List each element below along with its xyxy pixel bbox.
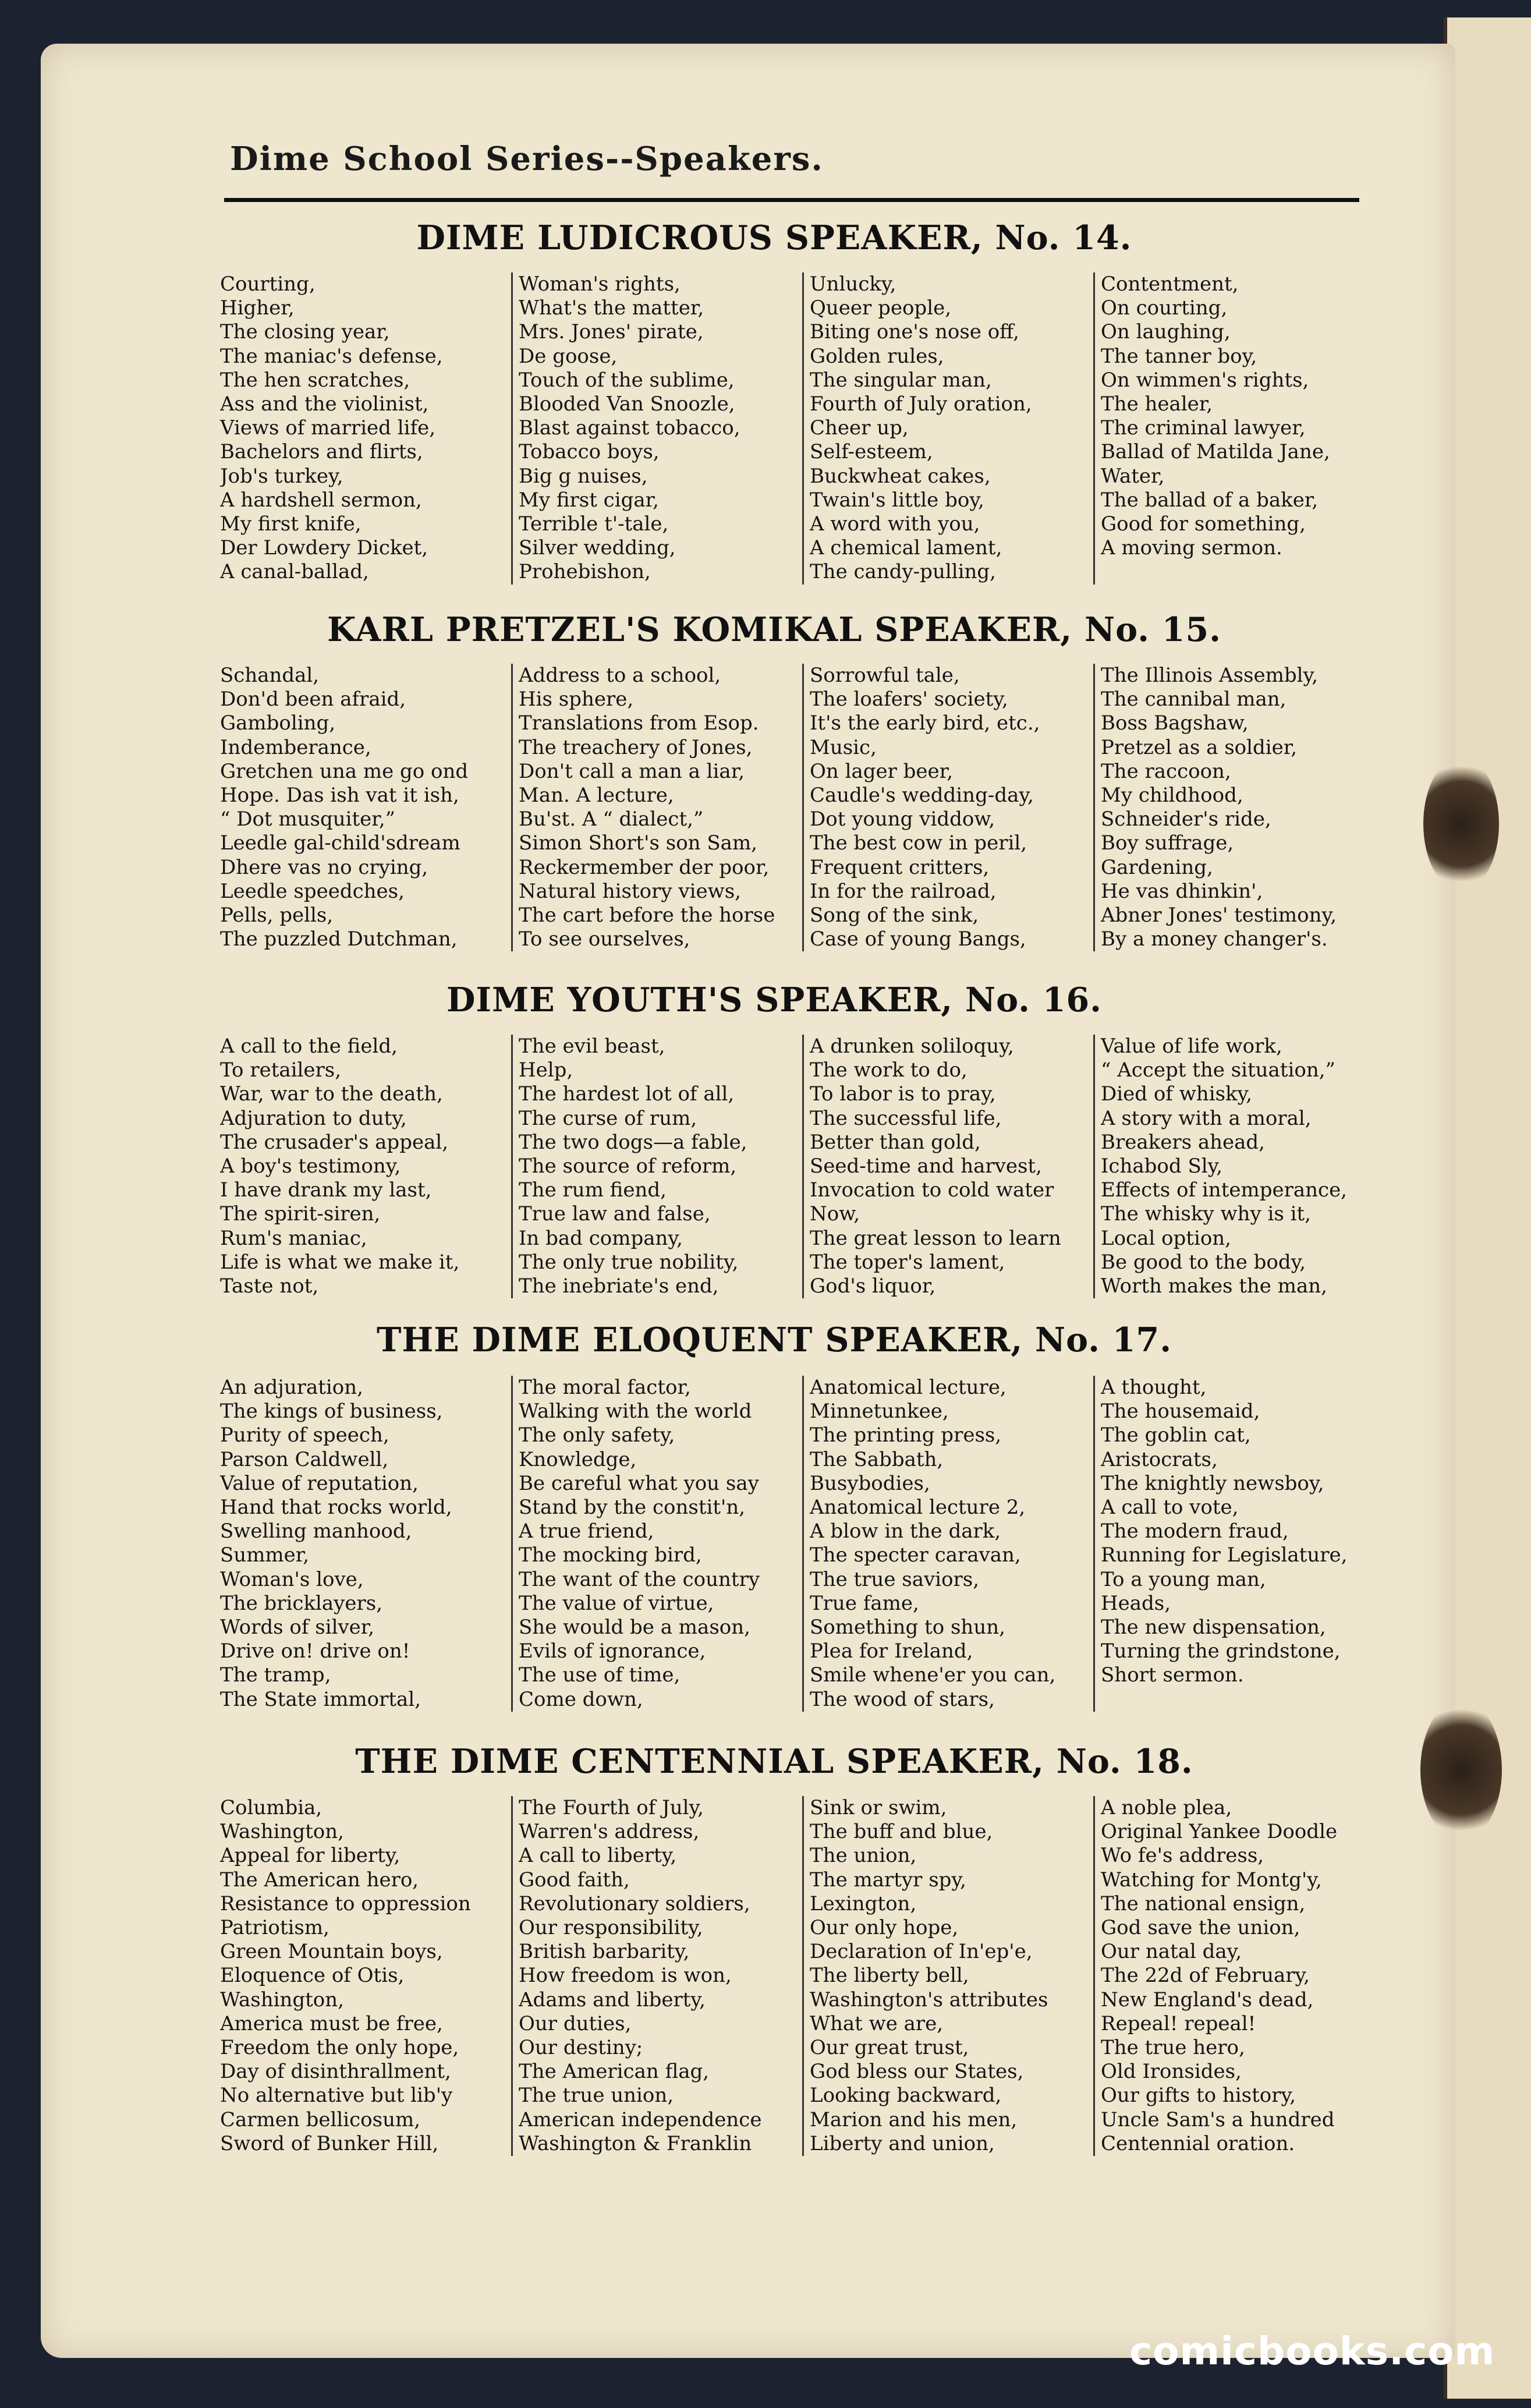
speech-title: New England's dead, xyxy=(1101,1988,1314,2012)
speech-title: Something to shun, xyxy=(810,1616,1005,1639)
speech-title: Silver wedding, xyxy=(519,536,676,560)
speech-title: Pretzel as a soldier, xyxy=(1101,735,1298,759)
speech-title: The criminal lawyer, xyxy=(1101,416,1306,440)
speech-title: Plea for Ireland, xyxy=(810,1639,973,1663)
speech-title: It's the early bird, etc., xyxy=(810,711,1040,735)
speech-title: Natural history views, xyxy=(519,879,741,903)
column xyxy=(1093,272,1384,585)
speech-title: Carmen bellicosum, xyxy=(220,2108,421,2131)
speech-title: Dot young viddow, xyxy=(810,808,995,831)
speech-title: Golden rules, xyxy=(810,344,944,368)
speech-title: Our great trust, xyxy=(810,2036,969,2060)
speech-title: British barbarity, xyxy=(519,1940,690,1964)
speech-title: A call to vote, xyxy=(1101,1496,1239,1520)
speech-title: The source of reform, xyxy=(519,1155,737,1178)
column xyxy=(511,1376,802,1712)
speech-title: Ballad of Matilda Jane, xyxy=(1101,440,1330,464)
speech-title: By a money changer's. xyxy=(1101,927,1328,951)
speech-title: The only safety, xyxy=(519,1423,675,1447)
speech-title: Indemberance, xyxy=(220,735,371,759)
speech-title: Freedom the only hope, xyxy=(220,2036,459,2060)
speech-title: A chemical lament, xyxy=(810,536,1002,560)
speech-title: Rum's maniac, xyxy=(220,1226,367,1250)
speech-title: Our only hope, xyxy=(810,1916,959,1940)
speech-title: Twain's little boy, xyxy=(810,488,984,512)
speech-title: Good for something, xyxy=(1101,512,1306,536)
speech-title: Our natal day, xyxy=(1101,1940,1242,1964)
speech-title: Appeal for liberty, xyxy=(220,1844,401,1868)
speech-title: Washington, xyxy=(220,1820,344,1844)
speech-title: On courting, xyxy=(1101,296,1228,320)
speech-title: A hardshell sermon, xyxy=(220,488,422,512)
speech-title: The bricklayers, xyxy=(220,1591,383,1615)
speech-title: God's liquor, xyxy=(810,1274,936,1298)
speech-title: Abner Jones' testimony, xyxy=(1101,904,1337,927)
speech-title: Taste not, xyxy=(220,1274,319,1298)
speech-title: The want of the country xyxy=(519,1567,760,1591)
speech-title: A boy's testimony, xyxy=(220,1155,401,1178)
header-rule xyxy=(224,198,1359,202)
speech-title: Adjuration to duty, xyxy=(220,1106,407,1130)
speech-title: The raccoon, xyxy=(1101,759,1231,783)
speech-title: The cannibal man, xyxy=(1101,688,1287,711)
speech-title: Busybodies, xyxy=(810,1471,930,1495)
speech-title: Walking with the world xyxy=(519,1400,752,1423)
speech-title: Smile whene'er you can, xyxy=(810,1663,1056,1687)
speech-title: The Fourth of July, xyxy=(519,1796,704,1819)
adjacent-page-edge xyxy=(1444,17,1531,2399)
page-stain xyxy=(1420,1700,1502,1840)
speech-title: The American flag, xyxy=(519,2060,710,2084)
column xyxy=(511,1035,802,1298)
column xyxy=(220,1796,511,2156)
speech-title: Sorrowful tale, xyxy=(810,664,960,687)
speech-title: How freedom is won, xyxy=(519,1964,732,1988)
speech-title: In for the railroad, xyxy=(810,879,997,903)
section-title: DIME LUDICROUS SPEAKER, No. 14. xyxy=(416,218,1132,257)
speech-title: What's the matter, xyxy=(519,296,704,320)
speech-title: Dhere vas no crying, xyxy=(220,855,428,879)
column xyxy=(220,272,511,585)
speech-title: The work to do, xyxy=(810,1058,967,1082)
speech-title: Translations from Esop. xyxy=(519,711,759,735)
speech-title: Frequent critters, xyxy=(810,855,990,879)
speech-title: Be careful what you say xyxy=(519,1471,759,1495)
speech-title: Seed-time and harvest, xyxy=(810,1155,1042,1178)
speech-title: The mocking bird, xyxy=(519,1543,702,1567)
page-stain xyxy=(1423,757,1499,891)
speech-title: Man. A lecture, xyxy=(519,784,674,808)
speech-title: Heads, xyxy=(1101,1591,1171,1615)
speech-title: Unlucky, xyxy=(810,272,896,296)
speech-title: Swelling manhood, xyxy=(220,1520,412,1543)
speech-title: The curse of rum, xyxy=(519,1106,697,1130)
speech-title: The buff and blue, xyxy=(810,1820,993,1844)
speech-title: Stand by the constit'n, xyxy=(519,1496,746,1520)
speech-title: Be good to the body, xyxy=(1101,1250,1306,1274)
column xyxy=(511,664,802,951)
speech-title: Bachelors and flirts, xyxy=(220,440,423,464)
speech-title: The Illinois Assembly, xyxy=(1101,664,1319,687)
speech-title: To labor is to pray, xyxy=(810,1082,996,1106)
speech-title: Anatomical lecture 2, xyxy=(810,1496,1026,1520)
speech-title: Local option, xyxy=(1101,1226,1231,1250)
speech-title: The kings of business, xyxy=(220,1400,443,1423)
speech-title: Views of married life, xyxy=(220,416,436,440)
speech-title: War, war to the death, xyxy=(220,1082,443,1106)
speech-title: His sphere, xyxy=(519,688,634,711)
speech-title: The value of virtue, xyxy=(519,1591,714,1615)
speech-title: He vas dhinkin', xyxy=(1101,879,1263,903)
speech-title: Touch of the sublime, xyxy=(519,368,735,392)
speech-title: Higher, xyxy=(220,296,295,320)
speech-title: The true saviors, xyxy=(810,1567,980,1591)
speech-title: Job's turkey, xyxy=(220,464,343,488)
speech-title: Contentment, xyxy=(1101,272,1239,296)
column xyxy=(1093,1796,1384,2156)
speech-title: Hope. Das ish vat it ish, xyxy=(220,784,459,808)
speech-title: Don'd been afraid, xyxy=(220,688,406,711)
speech-title: The 22d of February, xyxy=(1101,1964,1310,1988)
speech-title: The maniac's defense, xyxy=(220,344,443,368)
speech-title: A true friend, xyxy=(519,1520,654,1543)
speech-title: Value of life work, xyxy=(1101,1035,1282,1058)
column xyxy=(511,1796,802,2156)
speech-title: The two dogs—a fable, xyxy=(519,1130,747,1154)
speech-title: Revolutionary soldiers, xyxy=(519,1892,750,1915)
section-columns xyxy=(220,1035,1384,1298)
speech-title: Fourth of July oration, xyxy=(810,392,1032,416)
column xyxy=(1093,1035,1384,1298)
column xyxy=(1093,664,1384,951)
speech-title: Patriotism, xyxy=(220,1916,329,1940)
speech-title: The closing year, xyxy=(220,320,390,344)
speech-title: The true hero, xyxy=(1101,2036,1245,2060)
speech-title: Case of young Bangs, xyxy=(810,927,1026,951)
speech-title: The true union, xyxy=(519,2084,674,2108)
column xyxy=(802,272,1093,585)
speech-title: Gamboling, xyxy=(220,711,336,735)
speech-title: Schandal, xyxy=(220,664,320,687)
speech-title: Washington's attributes xyxy=(810,1988,1048,2012)
speech-title: Our responsibility, xyxy=(519,1916,703,1940)
speech-title: The State immortal, xyxy=(220,1687,421,1711)
speech-title: Sink or swim, xyxy=(810,1796,947,1819)
speech-title: The cart before the horse xyxy=(519,904,775,927)
speech-title: Address to a school, xyxy=(519,664,721,687)
series-header: Dime School Series--Speakers. xyxy=(230,140,824,178)
speech-title: Don't call a man a liar, xyxy=(519,759,745,783)
speech-title: Boy suffrage, xyxy=(1101,831,1234,855)
speech-title: Value of reputation, xyxy=(220,1471,419,1495)
speech-title: Woman's love, xyxy=(220,1567,364,1591)
speech-title: Sword of Bunker Hill, xyxy=(220,2131,439,2155)
column xyxy=(802,1796,1093,2156)
speech-title: A call to liberty, xyxy=(519,1844,677,1868)
speech-title: Blooded Van Snoozle, xyxy=(519,392,735,416)
speech-title: The spirit-siren, xyxy=(220,1202,381,1226)
column xyxy=(220,1376,511,1712)
speech-title: A thought, xyxy=(1101,1376,1207,1399)
column xyxy=(802,664,1093,951)
speech-title: Our destiny; xyxy=(519,2036,643,2060)
speech-title: The singular man, xyxy=(810,368,992,392)
speech-title: Der Lowdery Dicket, xyxy=(220,536,428,560)
column xyxy=(220,664,511,951)
speech-title: The only true nobility, xyxy=(519,1250,739,1274)
speech-title: In bad company, xyxy=(519,1226,683,1250)
speech-title: Courting, xyxy=(220,272,316,296)
speech-title: Summer, xyxy=(220,1543,310,1567)
speech-title: Gretchen una me go ond xyxy=(220,759,469,783)
speech-title: Knowledge, xyxy=(519,1447,637,1471)
speech-title: Cheer up, xyxy=(810,416,909,440)
speech-title: Biting one's nose off, xyxy=(810,320,1019,344)
speech-title: The modern fraud, xyxy=(1101,1520,1289,1543)
speech-title: Resistance to oppression xyxy=(220,1892,471,1915)
speech-title: Self-esteem, xyxy=(810,440,933,464)
column xyxy=(1093,1376,1384,1712)
speech-title: True law and false, xyxy=(519,1202,711,1226)
speech-title: Big g nuises, xyxy=(519,464,648,488)
speech-title: Better than gold, xyxy=(810,1130,981,1154)
speech-title: The rum fiend, xyxy=(519,1178,667,1202)
speech-title: Our duties, xyxy=(519,2012,632,2035)
speech-title: Washington & Franklin xyxy=(519,2131,752,2155)
speech-title: Watching for Montg'y, xyxy=(1101,1868,1322,1892)
speech-title: The wood of stars, xyxy=(810,1687,995,1711)
speech-title: Come down, xyxy=(519,1687,643,1711)
section-columns xyxy=(220,1376,1384,1712)
speech-title: God bless our States, xyxy=(810,2060,1024,2084)
speech-title: Old Ironsides, xyxy=(1101,2060,1242,2084)
speech-title: Effects of intemperance, xyxy=(1101,1178,1347,1202)
speech-title: Ichabod Sly, xyxy=(1101,1155,1223,1178)
speech-title: My first knife, xyxy=(220,512,362,536)
speech-title: Music, xyxy=(810,735,877,759)
speech-title: Good faith, xyxy=(519,1868,630,1892)
speech-title: Turning the grindstone, xyxy=(1101,1639,1341,1663)
column xyxy=(511,272,802,585)
speech-title: Pells, pells, xyxy=(220,904,334,927)
speech-title: The American hero, xyxy=(220,1868,419,1892)
speech-title: No alternative but lib'y xyxy=(220,2084,453,2108)
speech-title: Day of disinthrallment, xyxy=(220,2060,451,2084)
speech-title: Washington, xyxy=(220,1988,344,2012)
speech-title: Leedle speedches, xyxy=(220,879,405,903)
section-title: THE DIME CENTENNIAL SPEAKER, No. 18. xyxy=(355,1742,1193,1781)
speech-title: Life is what we make it, xyxy=(220,1250,460,1274)
section-title: KARL PRETZEL'S KOMIKAL SPEAKER, No. 15. xyxy=(327,610,1221,649)
speech-title: The moral factor, xyxy=(519,1376,691,1399)
speech-title: Uncle Sam's a hundred xyxy=(1101,2108,1335,2131)
speech-title: What we are, xyxy=(810,2012,944,2035)
speech-title: A call to the field, xyxy=(220,1035,398,1058)
speech-title: A drunken soliloquy, xyxy=(810,1035,1014,1058)
speech-title: The goblin cat, xyxy=(1101,1423,1251,1447)
speech-title: The loafers' society, xyxy=(810,688,1008,711)
speech-title: To a young man, xyxy=(1101,1567,1266,1591)
speech-title: On wimmen's rights, xyxy=(1101,368,1309,392)
speech-title: Prohebishon, xyxy=(519,560,651,584)
speech-title: Green Mountain boys, xyxy=(220,1940,443,1964)
speech-title: The specter caravan, xyxy=(810,1543,1021,1567)
speech-title: Ass and the violinist, xyxy=(220,392,429,416)
speech-title: Columbia, xyxy=(220,1796,322,1819)
speech-title: Minnetunkee, xyxy=(810,1400,949,1423)
speech-title: The toper's lament, xyxy=(810,1250,1005,1274)
speech-title: My childhood, xyxy=(1101,784,1243,808)
speech-title: Simon Short's son Sam, xyxy=(519,831,757,855)
speech-title: “ Accept the situation,” xyxy=(1101,1058,1335,1082)
speech-title: Gardening, xyxy=(1101,855,1213,879)
speech-title: Drive on! drive on! xyxy=(220,1639,410,1663)
speech-title: Terrible t'-tale, xyxy=(519,512,669,536)
speech-title: On lager beer, xyxy=(810,759,954,783)
speech-title: The union, xyxy=(810,1844,917,1868)
speech-title: Blast against tobacco, xyxy=(519,416,740,440)
column xyxy=(220,1035,511,1298)
speech-title: A canal-ballad, xyxy=(220,560,369,584)
speech-title: The liberty bell, xyxy=(810,1964,969,1988)
speech-title: The best cow in peril, xyxy=(810,831,1027,855)
speech-title: Hand that rocks world, xyxy=(220,1496,452,1520)
speech-title: Song of the sink, xyxy=(810,904,979,927)
speech-title: Short sermon. xyxy=(1101,1663,1244,1687)
speech-title: A noble plea, xyxy=(1101,1796,1232,1819)
speech-title: Running for Legislature, xyxy=(1101,1543,1348,1567)
speech-title: Help, xyxy=(519,1058,573,1082)
speech-title: Water, xyxy=(1101,464,1165,488)
speech-title: Woman's rights, xyxy=(519,272,681,296)
speech-title: An adjuration, xyxy=(220,1376,363,1399)
speech-title: Died of whisky, xyxy=(1101,1082,1253,1106)
speech-title: God save the union, xyxy=(1101,1916,1300,1940)
section-title: THE DIME ELOQUENT SPEAKER, No. 17. xyxy=(376,1320,1172,1359)
speech-title: Now, xyxy=(810,1202,860,1226)
speech-title: A word with you, xyxy=(810,512,980,536)
speech-title: De goose, xyxy=(519,344,618,368)
speech-title: The hardest lot of all, xyxy=(519,1082,735,1106)
speech-title: The hen scratches, xyxy=(220,368,410,392)
speech-title: Marion and his men, xyxy=(810,2108,1018,2131)
speech-title: The whisky why is it, xyxy=(1101,1202,1311,1226)
speech-title: Eloquence of Otis, xyxy=(220,1964,405,1988)
speech-title: A moving sermon. xyxy=(1101,536,1282,560)
speech-title: Invocation to cold water xyxy=(810,1178,1054,1202)
speech-title: The great lesson to learn xyxy=(810,1226,1061,1250)
speech-title: Boss Bagshaw, xyxy=(1101,711,1249,735)
speech-title: Worth makes the man, xyxy=(1101,1274,1327,1298)
speech-title: American independence xyxy=(519,2108,762,2131)
speech-title: Schneider's ride, xyxy=(1101,808,1271,831)
speech-title: Caudle's wedding-day, xyxy=(810,784,1034,808)
speech-title: The martyr spy, xyxy=(810,1868,966,1892)
column xyxy=(802,1035,1093,1298)
speech-title: The successful life, xyxy=(810,1106,1002,1130)
speech-title: Parson Caldwell, xyxy=(220,1447,389,1471)
speech-title: On laughing, xyxy=(1101,320,1231,344)
section-columns xyxy=(220,1796,1384,2156)
speech-title: True fame, xyxy=(810,1591,919,1615)
speech-title: Tobacco boys, xyxy=(519,440,660,464)
speech-title: The tramp, xyxy=(220,1663,331,1687)
speech-title: Liberty and union, xyxy=(810,2131,995,2155)
speech-title: The housemaid, xyxy=(1101,1400,1260,1423)
speech-title: To retailers, xyxy=(220,1058,342,1082)
speech-title: The Sabbath, xyxy=(810,1447,944,1471)
speech-title: She would be a mason, xyxy=(519,1616,750,1639)
section-columns xyxy=(220,272,1384,585)
speech-title: I have drank my last, xyxy=(220,1178,432,1202)
speech-title: The crusader's appeal, xyxy=(220,1130,449,1154)
speech-title: The healer, xyxy=(1101,392,1213,416)
speech-title: The national ensign, xyxy=(1101,1892,1306,1915)
speech-title: The inebriate's end, xyxy=(519,1274,719,1298)
speech-title: “ Dot musquiter,” xyxy=(220,808,396,831)
speech-title: Evils of ignorance, xyxy=(519,1639,706,1663)
speech-title: Anatomical lecture, xyxy=(810,1376,1007,1399)
speech-title: Repeal! repeal! xyxy=(1101,2012,1256,2035)
section-columns xyxy=(220,664,1384,951)
speech-title: Adams and liberty, xyxy=(519,1988,706,2012)
speech-title: Aristocrats, xyxy=(1101,1447,1218,1471)
speech-title: The evil beast, xyxy=(519,1035,665,1058)
speech-title: Queer people, xyxy=(810,296,951,320)
speech-title: Lexington, xyxy=(810,1892,917,1915)
section-title: DIME YOUTH'S SPEAKER, No. 16. xyxy=(446,980,1102,1019)
speech-title: Our gifts to history, xyxy=(1101,2084,1296,2108)
speech-title: My first cigar, xyxy=(519,488,659,512)
speech-title: Purity of speech, xyxy=(220,1423,389,1447)
speech-title: Mrs. Jones' pirate, xyxy=(519,320,704,344)
speech-title: The knightly newsboy, xyxy=(1101,1471,1324,1495)
speech-title: Bu'st. A “ dialect,” xyxy=(519,808,704,831)
speech-title: Centennial oration. xyxy=(1101,2131,1295,2155)
speech-title: Wo fe's address, xyxy=(1101,1844,1264,1868)
speech-title: The candy-pulling, xyxy=(810,560,996,584)
speech-title: Buckwheat cakes, xyxy=(810,464,991,488)
speech-title: A story with a moral, xyxy=(1101,1106,1312,1130)
speech-title: Original Yankee Doodle xyxy=(1101,1820,1338,1844)
speech-title: A blow in the dark, xyxy=(810,1520,1001,1543)
speech-title: America must be free, xyxy=(220,2012,443,2035)
speech-title: Warren's address, xyxy=(519,1820,700,1844)
speech-title: The printing press, xyxy=(810,1423,1002,1447)
speech-title: Words of silver, xyxy=(220,1616,375,1639)
speech-title: The treachery of Jones, xyxy=(519,735,753,759)
speech-title: The puzzled Dutchman, xyxy=(220,927,458,951)
speech-title: To see ourselves, xyxy=(519,927,690,951)
speech-title: Leedle gal-child'sdream xyxy=(220,831,460,855)
speech-title: The new dispensation, xyxy=(1101,1616,1326,1639)
speech-title: Looking backward, xyxy=(810,2084,1002,2108)
column xyxy=(802,1376,1093,1712)
speech-title: Breakers ahead, xyxy=(1101,1130,1265,1154)
speech-title: The tanner boy, xyxy=(1101,344,1257,368)
watermark: comicbooks.com xyxy=(1129,2329,1495,2374)
speech-title: The ballad of a baker, xyxy=(1101,488,1319,512)
speech-title: Declaration of In'ep'e, xyxy=(810,1940,1033,1964)
speech-title: Reckermember der poor, xyxy=(519,855,770,879)
speech-title: The use of time, xyxy=(519,1663,681,1687)
